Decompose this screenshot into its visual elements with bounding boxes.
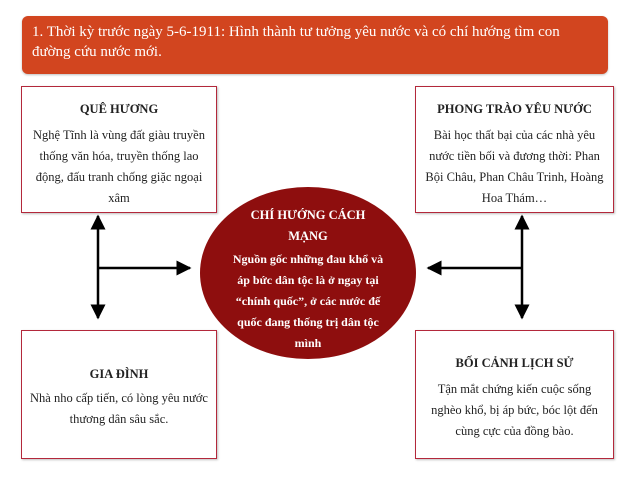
center-title: CHÍ HƯỚNG CÁCH MẠNG [250,208,366,243]
phong-trao-text: Bài học thất bại của các nhà yêu nước tiền bối và đương thời: Phan Bội Châu, Phan Châu Trinh, Hoàng Hoa Thám… [425,128,604,205]
center-circle [200,187,416,359]
que-huong-text: Nghệ Tĩnh là vùng đất giàu truyền thống văn hóa, truyền thống lao động, đấu tranh chống giặc ngoại xâm [33,128,205,205]
boi-canh-title: BỐI CẢNH LỊCH SỬ [455,356,574,370]
gia-dinh-title: GIA ĐÌNH [89,367,149,381]
phong-trao-title: PHONG TRÀO YÊU NƯỚC [437,102,592,116]
banner-text: 1. Thời kỳ trước ngày 5-6-1911: Hình thành tư tưởng yêu nước và có chí hướng tìm con đường cứu nước mới. [32,24,560,60]
que-huong-title: QUÊ HƯƠNG [79,102,159,116]
center-text: Nguồn gốc những đau khổ và áp bức dân tộc là ở ngay tại “chính quốc”, ở các nước đế quốc đang thống trị dân tộc mình [232,252,384,350]
boi-canh-text: Tận mắt chứng kiến cuộc sống nghèo khổ, bị áp bức, bóc lột đến cùng cực của đồng bào. [431,382,598,438]
gia-dinh-text: Nhà nho cấp tiến, có lòng yêu nước thương dân sâu sắc. [30,391,208,426]
